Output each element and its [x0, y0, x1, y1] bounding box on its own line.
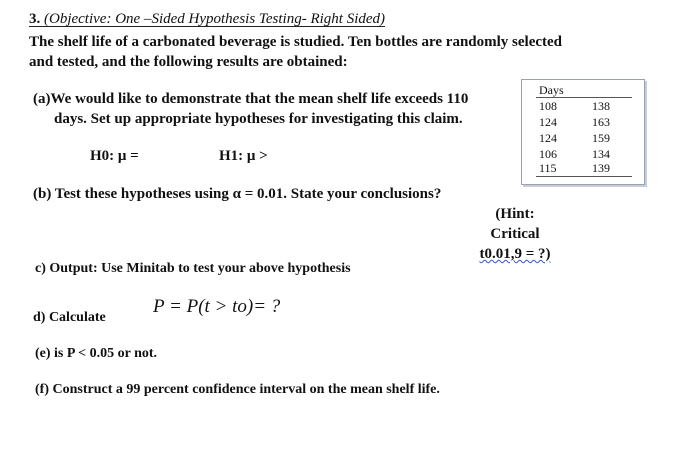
p-value-formula: P = P(t > to)= ?: [153, 296, 281, 317]
hint-line-3: t0.01,9 = ?): [479, 246, 551, 262]
shelf-life-table: [521, 79, 645, 185]
part-e: (e) is P < 0.05 or not.: [35, 346, 158, 361]
question-objective: (Objective: One –Sided Hypothesis Testing- Right Sided): [44, 11, 386, 27]
question-title: [29, 11, 385, 28]
table-header-rule: [536, 97, 632, 98]
table-cell: 138: [592, 99, 610, 113]
table-cell: 124: [539, 115, 557, 129]
intro-line-1: The shelf life of a carbonated beverage is studied. Ten bottles are randomly selected: [29, 34, 563, 50]
table-cell: 159: [592, 131, 610, 145]
part-a-line-1: (a)We would like to demonstrate that the mean shelf life exceeds 110: [33, 91, 469, 107]
part-a-line-2: days. Set up appropriate hypotheses for investigating this claim.: [54, 111, 463, 127]
part-b: (b) Test these hypotheses using α = 0.01. State your conclusions?: [33, 186, 442, 202]
table-cell: 115: [539, 161, 557, 175]
hint-block: [460, 204, 570, 264]
title-underline: [29, 26, 385, 27]
table-cell: 108: [539, 99, 557, 113]
table-cell: 139: [592, 161, 610, 175]
table-cell: 106: [539, 147, 557, 161]
table-cell: 163: [592, 115, 610, 129]
part-f: (f) Construct a 99 percent confidence interval on the mean shelf life.: [35, 382, 440, 397]
part-c: c) Output: Use Minitab to test your above hypothesis: [35, 261, 351, 276]
hint-line-1: (Hint:: [495, 206, 535, 222]
question-intro: [29, 32, 562, 72]
alternative-hypothesis: H1: μ >: [219, 148, 268, 164]
table-cell: 124: [539, 131, 557, 145]
question-number: 3.: [29, 11, 41, 27]
hint-line-2: Critical: [490, 226, 540, 242]
table-cell: 134: [592, 147, 610, 161]
null-hypothesis: H0: μ =: [90, 148, 139, 164]
intro-line-2: and tested, and the following results are obtained:: [29, 54, 348, 70]
table-bottom-rule: [536, 176, 632, 177]
table-header: Days: [539, 83, 564, 97]
part-d-label: d) Calculate: [33, 310, 106, 325]
part-a: [33, 89, 468, 129]
